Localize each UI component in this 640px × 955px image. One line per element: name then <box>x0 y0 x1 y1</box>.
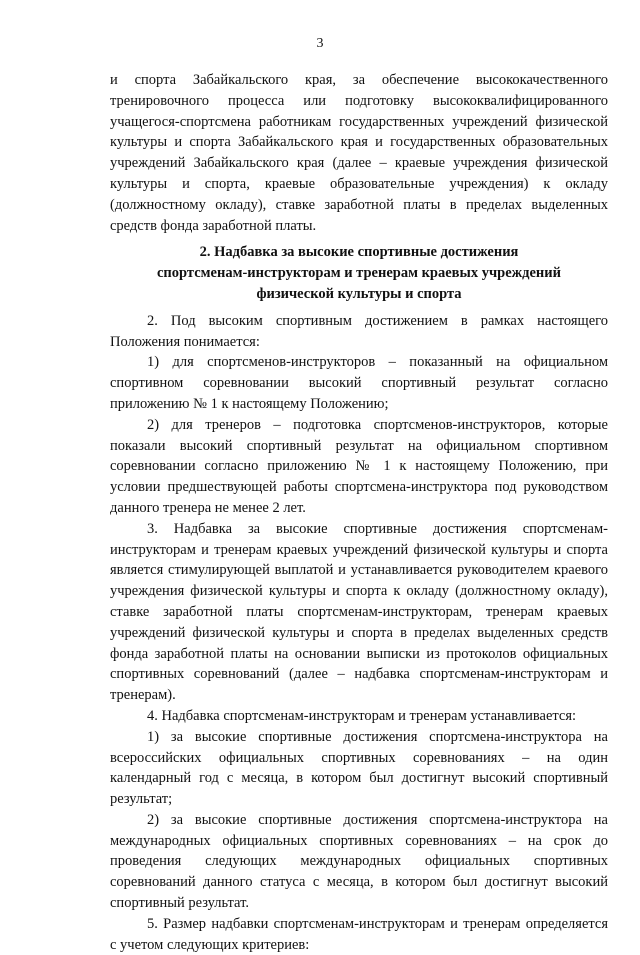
paragraph-2-item-1: 1) для спортсменов-инструкторов – показанный на официальном спортивном соревновании высокий спортивный результат согласно приложению № 1 к настоящему Положению; <box>110 354 608 412</box>
paragraph-4-item-1: 1) за высокие спортивные достижения спортсмена-инструктора на всероссийских официальных спортивных соревнованиях – на один календарный год с месяца, в котором был достигнут высокий спортивный результат; <box>110 728 608 808</box>
section-2-heading-line-3: физической культуры и спорта <box>256 285 462 302</box>
paragraph-3: 3. Надбавка за высокие спортивные достижения спортсменам-инструкторам и тренерам краевых учреждений физической культуры и спорта является стимулирующей выплатой и устанавливается руководителем краевого учреждения физической культуры и спорта к окладу (должностному окладу), ставке заработной платы спортсменам-инструкторам, тренерам краевых учреждений физической культуры и спорта в пределах выделенных средств фонда заработной платы на основании выписки из протоколов официальных спортивных соревнований (далее – надбавка спортсменам-инструкторам и тренерам). <box>110 520 608 704</box>
section-2-heading-line-1: 2. Надбавка за высокие спортивные достижения <box>199 244 519 261</box>
intro-paragraph: и спорта Забайкальского края, за обеспечение высококачественного тренировочного процесса или подготовку высококвалифицированного учащегося-спортсмена работникам государственных учреждений физической культуры и спорта Забайкальского края и государственных образовательных учреждений Забайкальского края (далее – краевые учреждения физической культуры и спорта, краевые образовательные учреждения) к окладу (должностному окладу), ставке заработной платы в пределах выделенных средств фонда заработной платы. <box>110 72 608 234</box>
section-2-heading-line-2: спортсменам-инструкторам и тренерам краевых учреждений <box>157 265 561 282</box>
paragraph-2-item-2: 2) для тренеров – подготовка спортсменов-инструкторов, которые показали высокий спортивный результат на официальном спортивном соревновании согласно приложению № 1 к настоящему Положению, при условии предшествующей работы спортсмена-инструктора под руководством данного тренера не менее 2 лет. <box>110 416 608 516</box>
paragraph-4: 4. Надбавка спортсменам-инструкторам и тренерам устанавливается: <box>147 707 577 724</box>
paragraph-4-item-2: 2) за высокие спортивные достижения спортсмена-инструктора на международных официальных спортивных соревнованиях – на срок до проведения следующих международных официальных спортивных соревнований данного статуса с месяца, в котором был достигнут высокий спортивный результат. <box>110 811 608 912</box>
document-body <box>110 70 608 955</box>
page-number: 3 <box>316 36 324 51</box>
paragraph-2: 2. Под высоким спортивным достижением в рамках настоящего Положения понимается: <box>110 312 608 350</box>
paragraph-5: 5. Размер надбавки спортсменам-инструкторам и тренерам определяется с учетом следующих критериев: <box>110 915 608 953</box>
section-2-heading <box>110 242 608 304</box>
